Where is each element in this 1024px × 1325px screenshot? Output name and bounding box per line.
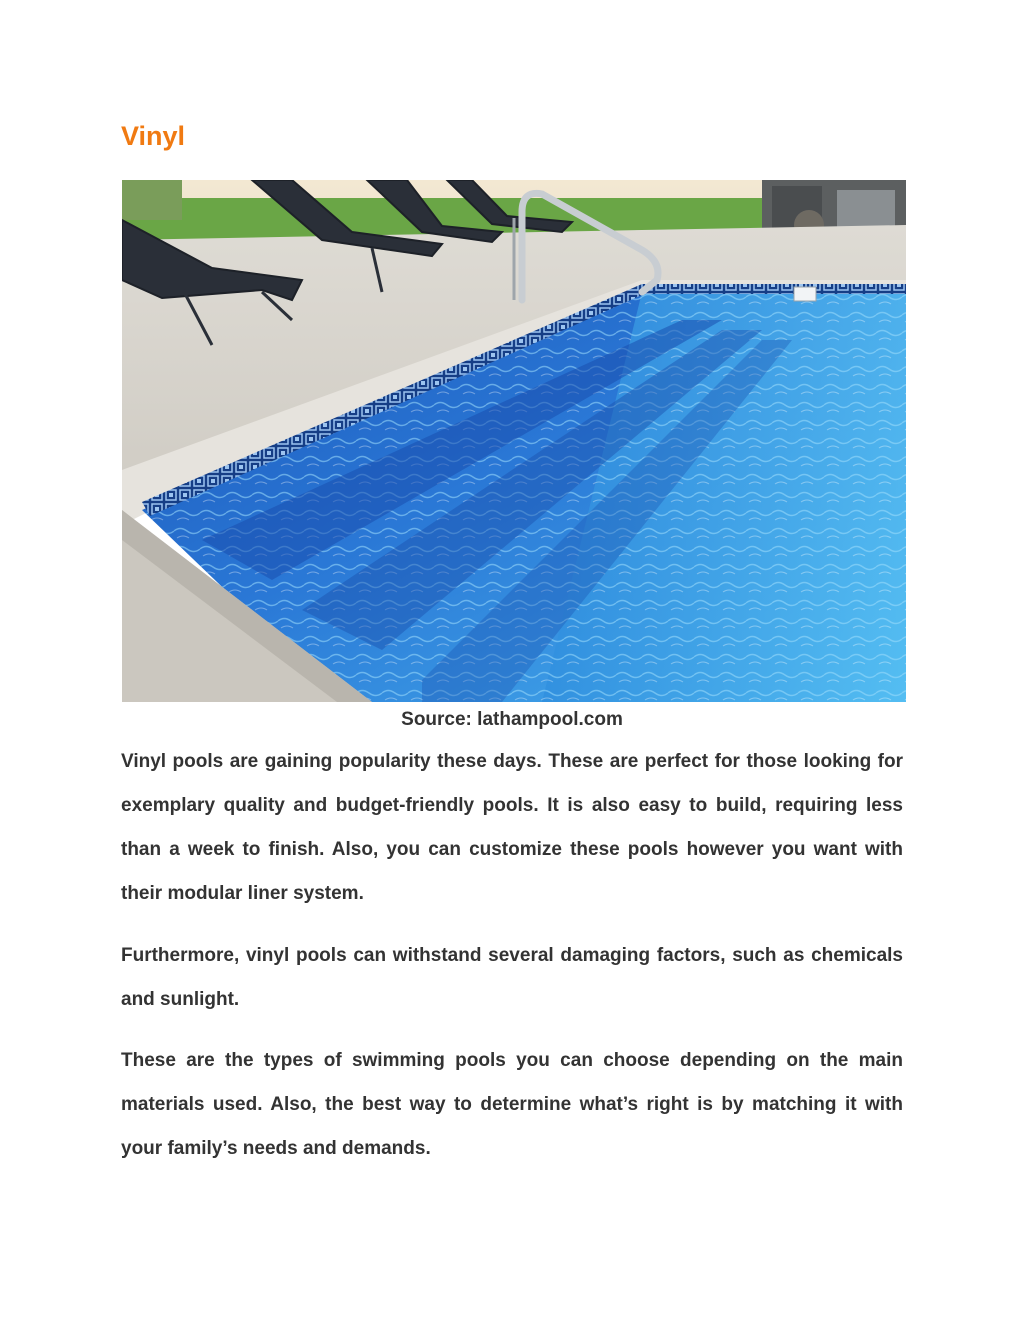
- paragraph-2: Furthermore, vinyl pools can withstand several damaging factors, such as chemicals and sunlight.: [121, 945, 903, 1010]
- pool-photo: [122, 180, 906, 702]
- section-heading: Vinyl: [121, 121, 186, 151]
- figure-caption: Source: lathampool.com: [401, 709, 623, 730]
- paragraph-1: Vinyl pools are gaining popularity these days. These are perfect for those looking for exemplary quality and budget-friendly pools. It is also easy to build, requiring less than a week to finish. Also, you can customize these pools however you want with their modular liner system.: [121, 751, 903, 904]
- paragraph-3: These are the types of swimming pools you can choose depending on the main materials used. Also, the best way to determine what’s right is by matching it with your family’s needs and demands.: [121, 1050, 903, 1159]
